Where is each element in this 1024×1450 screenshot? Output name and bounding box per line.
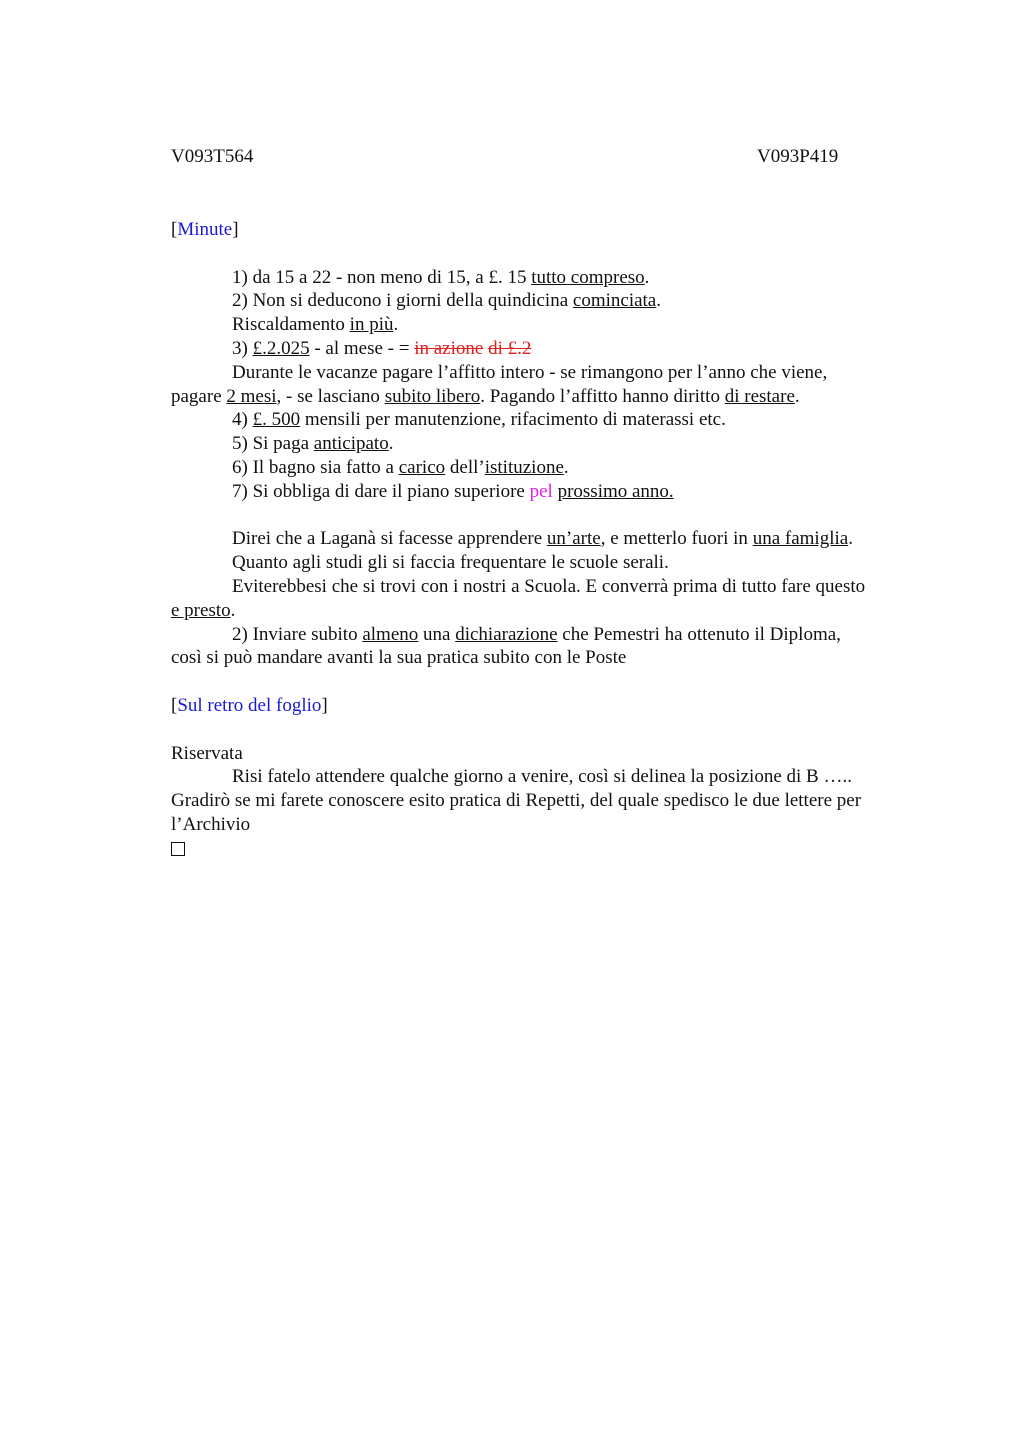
minute-note: Minute: [177, 219, 233, 240]
paragraph-3-cont: e presto.: [171, 599, 236, 621]
paragraph-3: Eviterebbesi che si trovi con i nostri a Scuola. E converrà prima di tutto fare questo: [232, 575, 866, 597]
checkbox-square-icon: [171, 842, 185, 856]
section-retro-heading: [Sul retro del foglio]: [171, 694, 328, 716]
retro-line-3: l’Archivio: [171, 813, 251, 835]
section-minute-heading: [Minute]: [171, 219, 239, 240]
list-item-riscaldamento: Riscaldamento in più.: [232, 314, 399, 336]
list-item-3: 3) £.2.025 - al mese - = in azione di £.2: [232, 337, 532, 359]
vacation-text: Durante le vacanze pagare l’affitto intero - se rimangono per l’anno che viene,: [232, 361, 828, 383]
paragraph-4: 2) Inviare subito almeno una dichiarazione che Pemestri ha ottenuto il Diploma,: [232, 623, 841, 645]
riservata-heading: Riservata: [171, 742, 243, 764]
list-item-1: 1) da 15 a 22 - non meno di 15, a £. 15 tutto compreso.: [232, 266, 650, 288]
deleted-text: di £.2: [488, 337, 532, 359]
added-text: pel: [529, 480, 553, 502]
paragraph-1: Direi che a Laganà si facesse apprendere un’arte, e metterlo fuori in una famiglia.: [232, 528, 853, 550]
list-item-5: 5) Si paga anticipato.: [232, 433, 394, 455]
deleted-text: in azione: [414, 337, 484, 359]
header-right-code: V093P419: [757, 146, 839, 167]
vacation-text-cont: pagare 2 mesi, - se lasciano subito libero. Pagando l’affitto hanno diritto di restare.: [171, 385, 800, 407]
retro-note: Sul retro del foglio: [177, 694, 322, 716]
retro-line-1: Risi fatelo attendere qualche giorno a venire, così si delinea la posizione di B …..: [232, 766, 852, 788]
retro-line-2: Gradirò se mi farete conoscere esito pratica di Repetti, del quale spedisco le due lettere per: [171, 790, 862, 812]
header-left-code: V093T564: [171, 146, 254, 167]
list-item-2: 2) Non si deducono i giorni della quindicina cominciata.: [232, 290, 661, 312]
document-body: [171, 218, 923, 863]
list-item-6: 6) Il bagno sia fatto a carico dell’istituzione.: [232, 456, 569, 478]
paragraph-4-cont: così si può mandare avanti la sua pratica subito con le Poste: [171, 647, 627, 669]
paragraph-2: Quanto agli studi gli si faccia frequentare le scuole serali.: [232, 552, 669, 574]
list-item-7: 7) Si obbliga di dare il piano superiore pel prossimo anno.: [232, 480, 674, 502]
list-item-4: 4) £. 500 mensili per manutenzione, rifacimento di materassi etc.: [232, 409, 726, 431]
